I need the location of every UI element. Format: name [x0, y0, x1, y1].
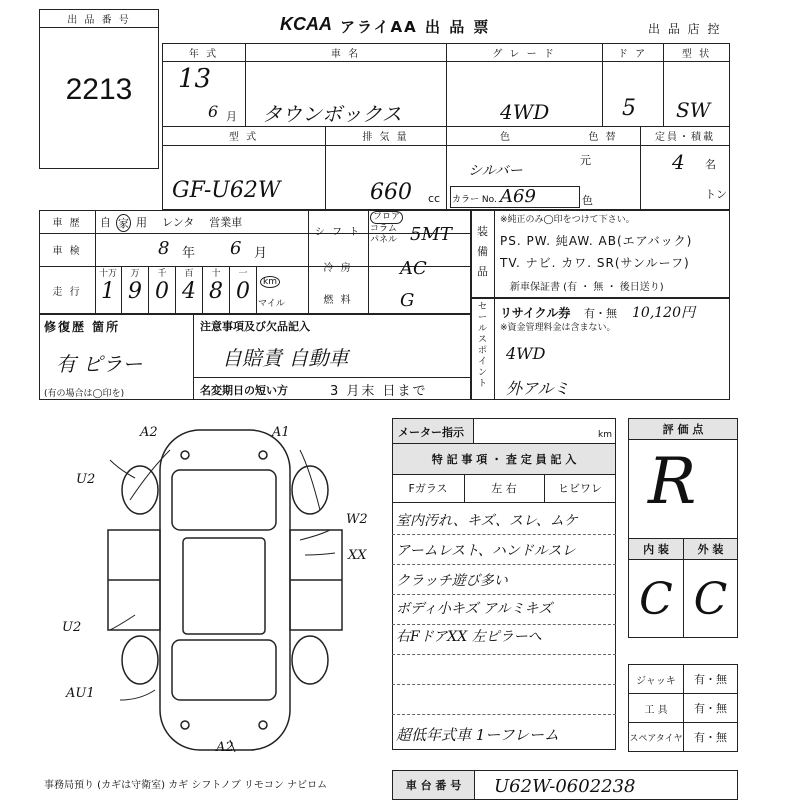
ac-value: AC [400, 258, 427, 279]
usage-kind-label: 車 歴 [52, 218, 82, 229]
month-value: 6 [208, 102, 219, 121]
yen-unit: 元 [580, 154, 591, 167]
km-unit: km [260, 276, 280, 288]
mark-u2-lower: U2 [62, 620, 82, 635]
jack-label: ジャッキ [636, 675, 676, 687]
mark-a2-top: A2 [140, 425, 158, 440]
expiry-value: 3 月末 日まで [330, 384, 428, 399]
equipment-line1: PS. PW. 純AW. AB(エアバック) [500, 234, 693, 248]
repair-label: 修復歴 箇所 [44, 320, 121, 334]
car-body-outline [160, 430, 290, 750]
remark-bottom-note: 超低年式車 1ーフレーム [396, 726, 559, 744]
notice-label: 注意事項及び欠品記入 [200, 320, 310, 333]
lot-number: 2213 [65, 73, 133, 106]
year-label: 年 式 [188, 48, 219, 60]
remark-line-1: 室内汚れ、キズ、スレ、ムケ [396, 513, 578, 529]
inspection-year: 8 [158, 238, 170, 259]
color-change-label: 色 替 [588, 132, 618, 143]
mile-unit: マイル [258, 299, 285, 309]
store-copy-label: 出 品 店 控 [648, 22, 722, 36]
mark-u2-left: U2 [76, 472, 96, 487]
fuel-value: G [400, 290, 415, 311]
year-value: 13 [178, 64, 212, 94]
mark-w2: W2 [346, 512, 368, 527]
chassis-label: 車 台 番 号 [393, 771, 474, 799]
repair-value: 有 ピラー [56, 352, 143, 376]
capacity-label: 定員・積載 [655, 132, 715, 143]
sales-point-2: 外アルミ [506, 379, 570, 398]
grade-value: 4WD [500, 100, 550, 124]
model-label: 型 式 [228, 132, 259, 143]
inspection-year-unit: 年 [182, 246, 196, 261]
cc-unit: cc [428, 192, 441, 205]
rear-left-wheel [122, 636, 158, 684]
rear-window-outline [172, 640, 276, 700]
recycle-note: ※資金管理料金は含まない。 [500, 323, 616, 333]
repair-footnote: (有の場合は◯印を) [44, 389, 125, 399]
fuel-label: 燃 料 [323, 294, 353, 306]
color-text-value: シルバー [468, 163, 523, 179]
inspection-month-unit: 月 [254, 246, 268, 261]
warranty-text: 新車保証書 (有 ・ 無 ・ 後日送り) [510, 282, 664, 293]
evaluation-label: 評 価 点 [629, 419, 737, 439]
doors-label: ド ア [617, 48, 648, 60]
rear-right-wheel [292, 636, 328, 684]
lot-label: 出 品 番 号 [40, 10, 158, 28]
doors-value: 5 [622, 96, 636, 121]
color-label: 色 [500, 132, 512, 143]
interior-grade: C [639, 573, 673, 625]
exterior-grade: C [693, 573, 728, 625]
meter-label: メーター指示 [398, 426, 464, 439]
roof-outline [183, 538, 265, 634]
recycle-status: 有・無 [584, 307, 617, 320]
color-code-label: カラー No. [452, 195, 497, 205]
digit-cell: 十万 1 [95, 266, 122, 314]
mileage-label: 走 行 [52, 286, 82, 298]
meter-km-unit: km [598, 430, 612, 440]
sales-label: セールスポイント [478, 302, 488, 389]
model-code-value: GF-U62W [172, 178, 281, 203]
recycle-label: リサイクル券 [500, 306, 571, 320]
equipment-note: ※純正のみ◯印をつけて下さい。 [500, 215, 635, 225]
remark-line-3: クラッチ遊び多い [396, 573, 508, 589]
windshield-outline [172, 470, 276, 530]
car-name-value: タウンボックス [262, 102, 402, 126]
digit-cell: 万 9 [122, 266, 149, 314]
grade-label: グ レ ー ド [492, 48, 556, 60]
equipment-line2: TV. ナビ. カワ. SR(サンルーフ) [500, 256, 690, 270]
displacement-value: 660 [370, 180, 412, 205]
sheet-title: アライAA 出 品 票 [340, 18, 491, 36]
chassis-number: U62W-0602238 [494, 776, 636, 797]
usage-kind-4: 営業車 [209, 216, 243, 229]
hand-options: 左 右 [491, 482, 517, 495]
equipment-label: 装 備 品 [477, 225, 488, 278]
mark-au1: AU1 [66, 686, 95, 701]
digit-cell: 百 4 [176, 266, 203, 314]
glass-label: Fガラス [408, 482, 448, 495]
shift-option-floor: フロア [370, 211, 403, 224]
inspection-month: 6 [230, 238, 242, 259]
usage-kind-2: 用 [136, 216, 147, 229]
color-code-value: A69 [500, 186, 536, 207]
shift-option-column: コラム [370, 224, 397, 234]
notice-value: 自賠責 自動車 [222, 346, 349, 370]
mark-xx: XX [348, 548, 367, 563]
mark-a1: A1 [272, 425, 290, 440]
org-logo: KCAA [280, 14, 332, 34]
shift-value: 5MT [410, 224, 452, 245]
car-name-label: 車 名 [330, 48, 361, 60]
front-right-wheel [292, 466, 328, 514]
expiry-label: 名変期日の短い方 [200, 384, 288, 397]
seats-value: 4 [672, 150, 685, 174]
usage-kind-1: 家 [116, 214, 131, 232]
interior-label: 内 装 [629, 539, 683, 559]
shift-option-panel: パネル [370, 235, 398, 245]
color-unit: 色 [582, 194, 593, 207]
tools-label: 工 具 [644, 704, 668, 716]
usage-kind-0: 自 [100, 216, 111, 229]
remark-line-5: 右FドアXX 左ピラーへ [396, 629, 542, 645]
remarks-label: 特 記 事 項 ・ 査 定 員 記 入 [393, 444, 615, 474]
month-unit: 月 [226, 110, 237, 123]
tools-presence: 有・無 [694, 702, 727, 715]
seats-unit: 名 [705, 158, 716, 171]
remark-line-4: ボディ小キズ アルミキズ [396, 601, 553, 617]
digit-cell: 千 0 [149, 266, 176, 314]
evaluation-score: R [648, 445, 697, 519]
usage-kind-3: レンタ [162, 216, 195, 229]
digit-cell: 一 0 [230, 266, 257, 314]
shift-label: シ フ ト [314, 226, 362, 238]
sales-point-1: 4WD [506, 344, 546, 363]
inspection-label: 車 検 [52, 246, 82, 257]
body-value: SW [676, 98, 711, 122]
body-type-label: 型 状 [681, 48, 712, 60]
recycle-amount: 10,120円 [632, 305, 695, 321]
mark-a2-bottom: A2 [216, 740, 234, 755]
ac-label: 冷 房 [323, 262, 353, 274]
office-note: 事務局預り (カギは守衛室) カギ シフトノブ リモコン ナビロム [44, 780, 328, 791]
displacement-label: 排 気 量 [362, 132, 409, 143]
jack-presence: 有・無 [694, 673, 727, 686]
remark-line-2: アームレスト、ハンドルスレ [396, 543, 576, 559]
ton-unit: トン [705, 188, 727, 201]
spare-label: スペアタイヤ [629, 733, 683, 744]
digit-cell: 十 8 [203, 266, 230, 314]
spare-presence: 有・無 [694, 731, 727, 744]
crack-label: ヒビワレ [558, 482, 602, 495]
exterior-label: 外 装 [684, 539, 737, 559]
